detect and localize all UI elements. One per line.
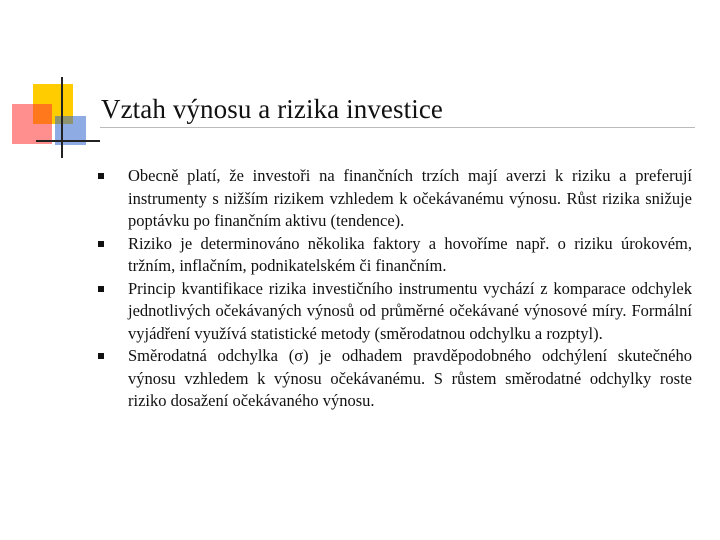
bullet-item: [96, 165, 692, 233]
logo-horizontal-line: [36, 140, 100, 142]
bullet-square-icon: [98, 173, 104, 179]
bullet-item: [96, 345, 692, 413]
title-underline: [100, 127, 695, 128]
bullet-square-icon: [98, 241, 104, 247]
bullet-text: Směrodatná odchylka (σ) je odhadem pravděpodobného odchýlení skutečného výnosu vzhledem k výnosu očekávanému. S růstem směrodatné odchylky roste riziko dosažení očekávaného výnosu.: [128, 346, 692, 410]
bullet-text: Princip kvantifikace rizika investičního instrumentu vychází z komparace odchylek jednotlivých očekávaných výnosů od průměrné očekávané výnosové míry. Formální vyjádření využívá statistické metody (směrodatnou odchylku a rozptyl).: [128, 278, 692, 343]
logo-vertical-line: [61, 77, 63, 158]
slide-title: Vztah výnosu a rizika investice: [101, 94, 443, 124]
logo-red-square: [12, 104, 52, 144]
bullet-list: [96, 165, 692, 413]
bullet-text: Riziko je determinováno několika faktory a hovoříme např. o riziku úrokovém, tržním, inflačním, podnikatelském či finančním.: [128, 233, 692, 275]
bullet-item: [96, 278, 692, 346]
bullet-text: Obecně platí, že investoři na finančních trzích mají averzi k riziku a preferují instrumenty s nižším rizikem vzhledem k očekávanému výnosu. Růst rizika snižuje poptávku po finančním aktivu (tendence).: [128, 166, 692, 230]
bullet-square-icon: [98, 286, 104, 292]
bullet-item: [96, 233, 692, 278]
bullet-square-icon: [98, 353, 104, 359]
slide-logo-decoration: [0, 0, 110, 170]
